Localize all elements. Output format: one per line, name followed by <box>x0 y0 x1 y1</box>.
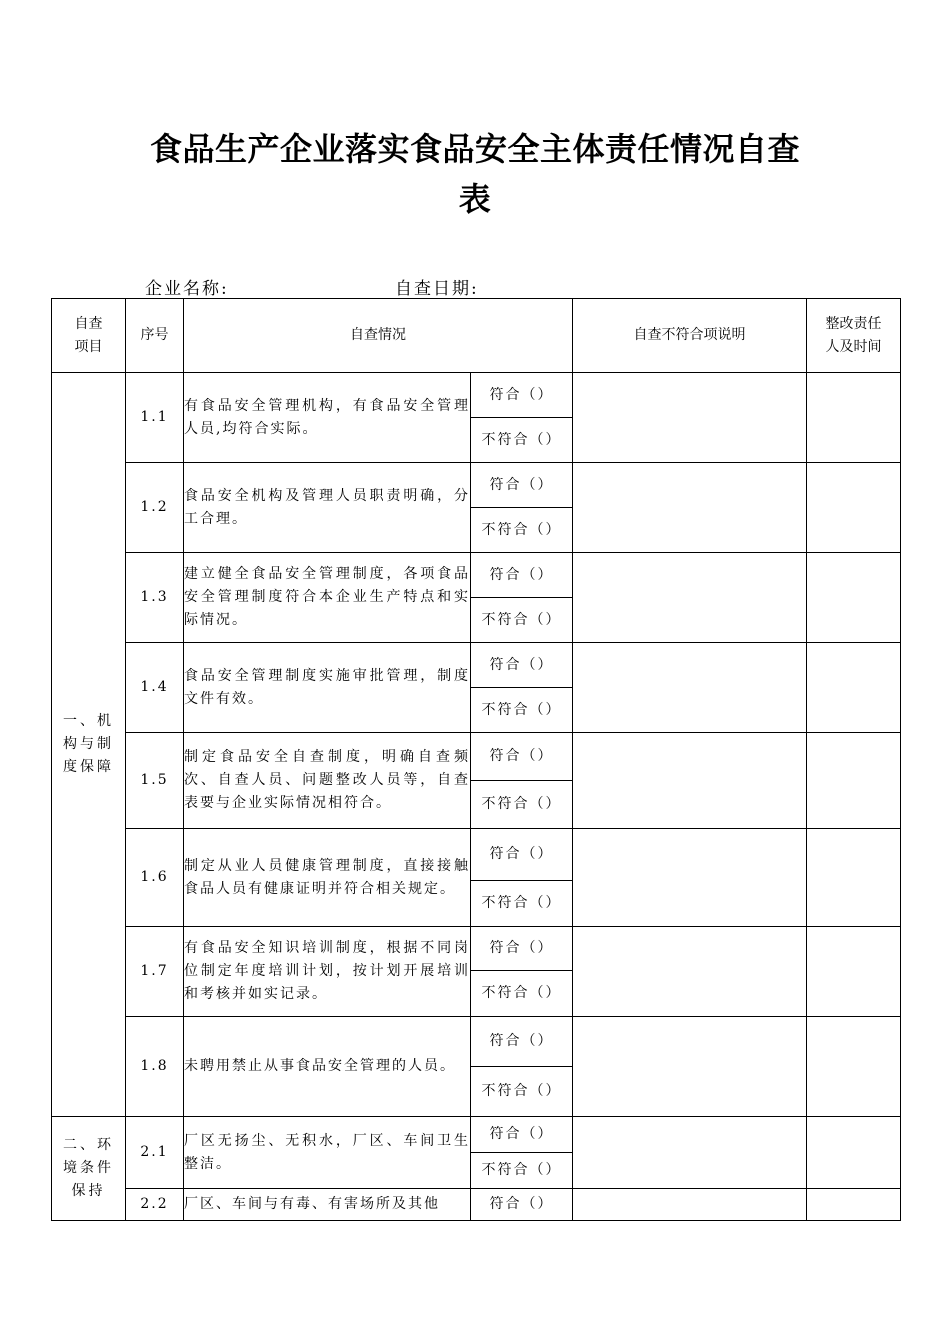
table-row <box>52 1117 901 1153</box>
category-line: 境条件 <box>63 1160 114 1176</box>
noncompliance-note-cell[interactable] <box>573 553 807 643</box>
fail-option[interactable]: 不符合（） <box>471 508 573 553</box>
item-number: 1.6 <box>126 829 184 927</box>
item-description: 未聘用禁止从事食品安全管理的人员。 <box>184 1017 471 1117</box>
header-noncompliance: 自查不符合项说明 <box>573 299 807 373</box>
fail-option[interactable]: 不符合（） <box>471 1067 573 1117</box>
table-row <box>52 829 901 881</box>
table-row <box>52 463 901 508</box>
fail-option[interactable]: 不符合（） <box>471 971 573 1017</box>
title-line-1: 食品生产企业落实食品安全主体责任情况自查 <box>149 130 800 168</box>
table-body <box>52 373 901 1221</box>
noncompliance-note-cell[interactable] <box>573 1117 807 1189</box>
noncompliance-note-cell[interactable] <box>573 1017 807 1117</box>
item-description: 有食品安全知识培训制度，根据不同岗位制定年度培训计划，按计划开展培训和考核并如实记录。 <box>184 927 471 1017</box>
category-line: 二、环 <box>63 1137 114 1153</box>
header-responsible-line: 人及时间 <box>825 338 882 355</box>
check-date-label: 自查日期: <box>395 279 479 299</box>
noncompliance-note-cell[interactable] <box>573 927 807 1017</box>
header-responsible <box>807 299 901 373</box>
responsible-cell[interactable] <box>807 553 901 643</box>
noncompliance-note-cell[interactable] <box>573 643 807 733</box>
header-category-line: 项目 <box>74 338 103 355</box>
responsible-cell[interactable] <box>807 463 901 553</box>
header-row <box>52 299 901 373</box>
self-check-table <box>51 298 901 1221</box>
responsible-cell[interactable] <box>807 643 901 733</box>
responsible-cell[interactable] <box>807 373 901 463</box>
pass-option[interactable]: 符合（） <box>471 1017 573 1067</box>
noncompliance-note-cell[interactable] <box>573 463 807 553</box>
responsible-cell[interactable] <box>807 733 901 829</box>
header-category <box>52 299 126 373</box>
category-line: 一、机 <box>63 713 114 729</box>
item-description: 有食品安全管理机构，有食品安全管理人员,均符合实际。 <box>184 373 471 463</box>
pass-option[interactable]: 符合（） <box>471 1189 573 1221</box>
item-number: 1.3 <box>126 553 184 643</box>
item-description: 食品安全机构及管理人员职责明确，分工合理。 <box>184 463 471 553</box>
table-row <box>52 643 901 688</box>
item-number: 1.4 <box>126 643 184 733</box>
item-number: 2.1 <box>126 1117 184 1189</box>
responsible-cell[interactable] <box>807 1017 901 1117</box>
title-line-2: 表 <box>458 180 492 218</box>
fail-option[interactable]: 不符合（） <box>471 598 573 643</box>
responsible-cell[interactable] <box>807 927 901 1017</box>
table-row <box>52 927 901 971</box>
table-row <box>52 1017 901 1067</box>
item-number: 1.5 <box>126 733 184 829</box>
fail-option[interactable]: 不符合（） <box>471 1153 573 1189</box>
noncompliance-note-cell[interactable] <box>573 1189 807 1221</box>
document-title <box>95 124 855 224</box>
header-responsible-line: 整改责任 <box>825 315 882 332</box>
item-number: 1.2 <box>126 463 184 553</box>
pass-option[interactable]: 符合（） <box>471 829 573 881</box>
header-category-line: 自查 <box>74 315 103 332</box>
table-row <box>52 553 901 598</box>
noncompliance-note-cell[interactable] <box>573 373 807 463</box>
category-line: 度保障 <box>63 759 114 775</box>
pass-option[interactable]: 符合（） <box>471 373 573 418</box>
item-description: 建立健全食品安全管理制度，各项食品安全管理制度符合本企业生产特点和实际情况。 <box>184 553 471 643</box>
item-number: 1.8 <box>126 1017 184 1117</box>
pass-option[interactable]: 符合（） <box>471 463 573 508</box>
noncompliance-note-cell[interactable] <box>573 733 807 829</box>
pass-option[interactable]: 符合（） <box>471 927 573 971</box>
item-description: 厂区、车间与有毒、有害场所及其他 <box>184 1189 471 1221</box>
item-number: 2.2 <box>126 1189 184 1221</box>
noncompliance-note-cell[interactable] <box>573 829 807 927</box>
fail-option[interactable]: 不符合（） <box>471 781 573 829</box>
header-check: 自查情况 <box>184 299 573 373</box>
item-description: 制定食品安全自查制度，明确自查频次、自查人员、问题整改人员等，自查表要与企业实际情况相符合。 <box>184 733 471 829</box>
pass-option[interactable]: 符合（） <box>471 1117 573 1153</box>
table-row <box>52 373 901 418</box>
company-name-label: 企业名称: <box>145 279 229 299</box>
category-cell <box>52 1117 126 1221</box>
item-description: 厂区无扬尘、无积水，厂区、车间卫生整洁。 <box>184 1117 471 1189</box>
category-cell <box>52 373 126 1117</box>
pass-option[interactable]: 符合（） <box>471 553 573 598</box>
table-row <box>52 733 901 781</box>
responsible-cell[interactable] <box>807 829 901 927</box>
pass-option[interactable]: 符合（） <box>471 733 573 781</box>
fail-option[interactable]: 不符合（） <box>471 688 573 733</box>
responsible-cell[interactable] <box>807 1189 901 1221</box>
item-description: 制定从业人员健康管理制度，直接接触食品人员有健康证明并符合相关规定。 <box>184 829 471 927</box>
meta-row <box>145 274 479 299</box>
item-description: 食品安全管理制度实施审批管理，制度文件有效。 <box>184 643 471 733</box>
category-line: 保持 <box>71 1183 106 1199</box>
responsible-cell[interactable] <box>807 1117 901 1189</box>
item-number: 1.7 <box>126 927 184 1017</box>
table-row <box>52 1189 901 1221</box>
fail-option[interactable]: 不符合（） <box>471 418 573 463</box>
pass-option[interactable]: 符合（） <box>471 643 573 688</box>
category-line: 构与制 <box>63 736 114 752</box>
header-no: 序号 <box>126 299 184 373</box>
item-number: 1.1 <box>126 373 184 463</box>
fail-option[interactable]: 不符合（） <box>471 881 573 927</box>
